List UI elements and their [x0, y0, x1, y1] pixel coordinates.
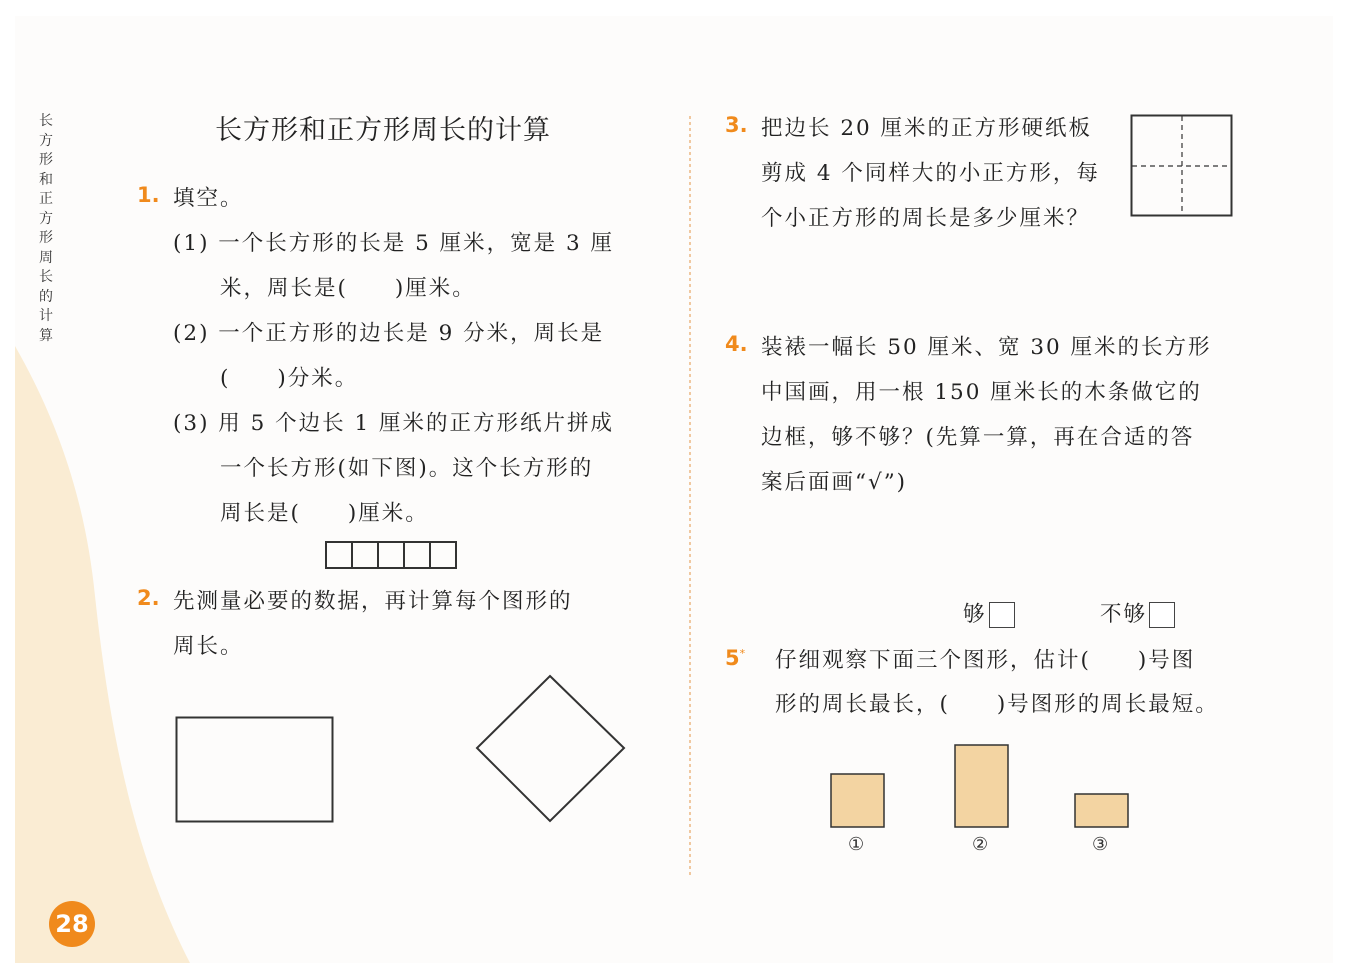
q3-line-2: 剪成 4 个同样大的小正方形，每	[761, 161, 1100, 186]
q3-line-3: 个小正方形的周长是多少厘米？	[761, 206, 1091, 231]
q1-line-7: 周长是( )厘米。	[220, 501, 429, 526]
page-number: 28	[49, 901, 95, 947]
figure-3-label: ③	[1092, 834, 1109, 855]
checkbox-enough[interactable]	[989, 602, 1015, 628]
q1-heading: 填空。	[173, 186, 244, 211]
q1-line-4: ( )分米。	[220, 366, 359, 391]
q2-line-1: 先测量必要的数据，再计算每个图形的	[173, 589, 573, 614]
cut-square-figure	[1130, 114, 1234, 218]
q3-number: 3.	[725, 113, 748, 137]
q1-number: 1.	[137, 183, 160, 207]
q1-line-3: (2) 一个正方形的边长是 9 分米，周长是	[173, 321, 605, 346]
q1-line-6: 一个长方形(如下图)。这个长方形的	[220, 456, 594, 481]
figure-1-rectangle	[830, 773, 886, 829]
q5-star: *	[739, 647, 746, 660]
figure-1-label: ①	[848, 834, 865, 855]
checkbox-not-enough[interactable]	[1149, 602, 1175, 628]
answer-option-enough	[963, 597, 1015, 628]
q4-number: 4.	[725, 332, 748, 356]
rectangle-figure	[175, 716, 335, 824]
q5-line-1: 仔细观察下面三个图形，估计( )号图	[775, 648, 1196, 673]
q1-line-1: (1) 一个长方形的长是 5 厘米，宽是 3 厘	[173, 231, 614, 256]
q1-line-5: (3) 用 5 个边长 1 厘米的正方形纸片拼成	[173, 411, 614, 436]
q2-line-2: 周长。	[173, 634, 244, 659]
q4-line-3: 边框，够不够？(先算一算，再在合适的答	[761, 425, 1195, 450]
figure-2-label: ②	[972, 834, 989, 855]
figure-3-rectangle	[1074, 793, 1130, 829]
q4-line-2: 中国画，用一根 150 厘米长的木条做它的	[761, 380, 1202, 405]
diamond-figure	[475, 674, 627, 824]
column-divider	[689, 116, 691, 876]
q4-line-1: 装裱一幅长 50 厘米、宽 30 厘米的长方形	[761, 335, 1212, 360]
q3-line-1: 把边长 20 厘米的正方形硬纸板	[761, 116, 1093, 141]
q5-line-2: 形的周长最长，( )号图形的周长最短。	[775, 692, 1219, 717]
q1-line-2: 米，周长是( )厘米。	[220, 276, 476, 301]
side-chapter-title: 长方形和正方形周长的计算	[39, 113, 53, 344]
five-square-strip	[325, 541, 457, 569]
workbook-page	[15, 16, 1333, 963]
q2-number: 2.	[137, 586, 160, 610]
q5-number: 5*	[725, 646, 746, 670]
q4-line-4: 案后面画“√”)	[761, 470, 908, 495]
page-title: 长方形和正方形周长的计算	[215, 115, 551, 146]
answer-option-not-enough	[1100, 597, 1175, 628]
option-enough-label: 够	[963, 602, 987, 627]
figure-2-rectangle	[954, 744, 1010, 829]
option-not-enough-label: 不够	[1100, 602, 1148, 627]
